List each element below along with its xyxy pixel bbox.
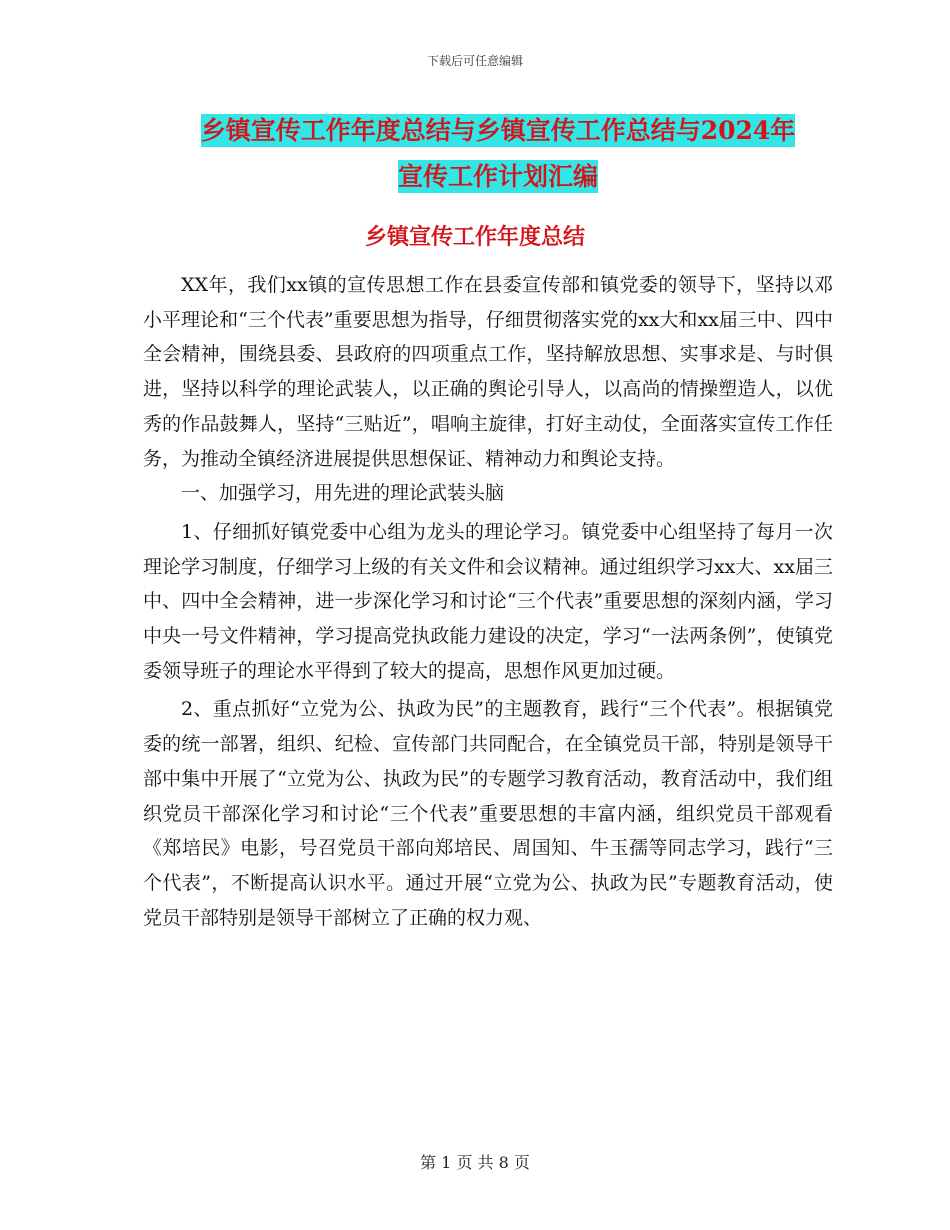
paragraph-intro: XX年，我们xx镇的宣传思想工作在县委宣传部和镇党委的领导下，坚持以邓小平理论和“三个代表”重要思想为指导，仔细贯彻落实党的xx大和xx届三中、四中全会精神，围绕县委、县政府的四项重点工作，坚持解放思想、实事求是、与时俱进，坚持以科学的理论武装人，以正确的舆论引导人，以高尚的情操塑造人，以优秀的作品鼓舞人，坚持“三贴近”，唱响主旋律，打好主动仗，全面落实宣传工作任务，为推动全镇经济进展提供思想保证、精神动力和舆论支持。 [143, 274, 833, 470]
section-title: 乡镇宣传工作年度总结 [364, 224, 585, 250]
paragraph-item-1: 1、仔细抓好镇党委中心组为龙头的理论学习。镇党委中心组坚持了每月一次理论学习制度，仔细学习上级的有关文件和会议精神。通过组织学习xx大、xx届三中、四中全会精神，进一步深化学习和讨论“三个代表”重要思想的深刻内涵，学习中央一号文件精神，学习提高党执政能力建设的决定，学习“一法两条例”，使镇党委领导班子的理论水平得到了较大的提高，思想作风更加过硬。 [143, 520, 833, 682]
document-title-line-2: 宣传工作计划汇编 [397, 162, 598, 191]
body-text [143, 268, 833, 935]
paragraph-heading-1: 一、加强学习，用先进的理论武装头脑 [181, 482, 505, 505]
header-note: 下载后可任意编辑 [426, 54, 523, 68]
document-title [140, 108, 856, 200]
page-footer: 第 1 页 共 8 页 [420, 1153, 530, 1172]
paragraph-item-2: 2、重点抓好“立党为公、执政为民”的主题教育，践行“三个代表”。根据镇党委的统一部署，组织、纪检、宣传部门共同配合，在全镇党员干部，特别是领导干部中集中开展了“立党为公、执政为民”的专题学习教育活动，教育活动中，我们组织党员干部深化学习和讨论“三个代表”重要思想的丰富内涵，组织党员干部观看《郑培民》电影，号召党员干部向郑培民、周国知、牛玉孺等同志学习，践行“三个代表”，不断提高认识水平。通过开展“立党为公、执政为民”专题教育活动，使党员干部特别是领导干部树立了正确的权力观、 [143, 698, 833, 929]
document-title-line-1: 乡镇宣传工作年度总结与乡镇宣传工作总结与2024年 [200, 116, 796, 145]
